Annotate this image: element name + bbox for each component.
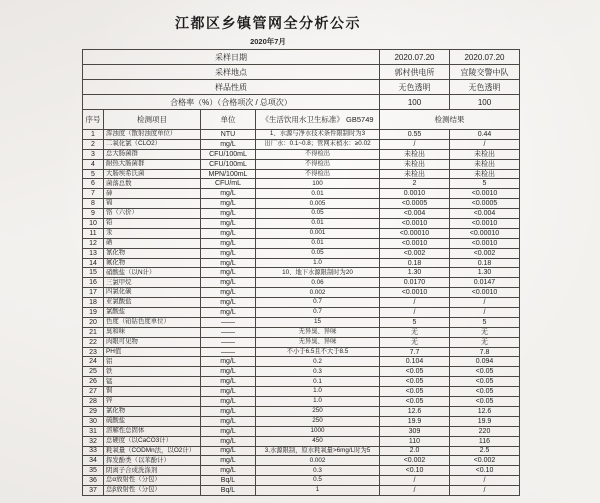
- row-result-1: 无: [380, 327, 450, 337]
- row-result-1: <0.0010: [380, 238, 450, 248]
- row-unit: mg/L: [201, 446, 256, 456]
- row-item: 总硬度（以CaCO3计）: [104, 436, 201, 446]
- row-unit: mg/L: [201, 426, 256, 436]
- row-result-1: <0.002: [380, 248, 450, 258]
- table-row: [83, 288, 520, 298]
- row-result-2: /: [450, 476, 520, 486]
- row-unit: CFU/mL: [201, 179, 256, 189]
- row-index: 27: [83, 387, 104, 397]
- row-standard: 0.005: [256, 199, 380, 209]
- row-result-1: <0.05: [380, 397, 450, 407]
- row-result-2: <0.05: [450, 377, 520, 387]
- row-item: 二氧化氯（CLO2）: [104, 139, 201, 149]
- row-unit: CFU/100mL: [201, 149, 256, 159]
- row-item: 耐热大肠菌群: [104, 159, 201, 169]
- table-row: [83, 278, 520, 288]
- row-standard: 1、水源与净水技术条件限制时为3: [256, 130, 380, 140]
- info-section: [83, 50, 520, 130]
- row-result-2: <0.05: [450, 387, 520, 397]
- row-result-2: <0.0010: [450, 288, 520, 298]
- row-unit: mg/L: [201, 466, 256, 476]
- pass-rate-label: 合格率（%）（合格项次 / 总项次）: [83, 95, 380, 110]
- row-standard: 0.002: [256, 288, 380, 298]
- table-row: [83, 426, 520, 436]
- page-title: 江都区乡镇管网全分析公示: [175, 15, 361, 31]
- row-result-1: 0.55: [380, 130, 450, 140]
- row-result-1: <0.0010: [380, 288, 450, 298]
- row-result-2: <0.10: [450, 466, 520, 476]
- row-result-2: 无: [450, 337, 520, 347]
- row-unit: mg/L: [201, 298, 256, 308]
- header-standard: 《生活饮用水卫生标准》 GB5749: [256, 110, 380, 130]
- row-index: 31: [83, 426, 104, 436]
- header-unit: 单位: [201, 110, 256, 130]
- table-row: [83, 486, 520, 496]
- row-item: 氟化物: [104, 258, 201, 268]
- row-index: 23: [83, 347, 104, 357]
- sampling-location-value-1: 郭村供电所: [380, 65, 450, 80]
- row-item: 氯化物: [104, 406, 201, 416]
- table-row: [83, 149, 520, 159]
- row-item: 亚氯酸盐: [104, 298, 201, 308]
- table-row: [83, 139, 520, 149]
- row-unit: mg/L: [201, 278, 256, 288]
- row-item: 铅: [104, 219, 201, 229]
- row-item: 硒: [104, 238, 201, 248]
- row-index: 11: [83, 228, 104, 238]
- sampling-date-label: 采样日期: [83, 50, 380, 65]
- sampling-location-value-2: 宜陵交警中队: [450, 65, 520, 80]
- row-result-2: 未检出: [450, 149, 520, 159]
- row-index: 4: [83, 159, 104, 169]
- row-result-2: <0.0010: [450, 219, 520, 229]
- row-result-1: 5: [380, 317, 450, 327]
- table-row: [83, 456, 520, 466]
- info-row-pass-rate: [83, 95, 520, 110]
- row-index: 16: [83, 278, 104, 288]
- row-result-2: 未检出: [450, 159, 520, 169]
- report-month: 2020年7月: [250, 37, 286, 46]
- row-item: 浑浊度（散射浊度单位）: [104, 130, 201, 140]
- row-unit: mg/L: [201, 456, 256, 466]
- table-row: [83, 377, 520, 387]
- row-result-1: <0.004: [380, 209, 450, 219]
- row-result-2: <0.002: [450, 248, 520, 258]
- row-result-2: <0.00010: [450, 228, 520, 238]
- row-standard: 250: [256, 406, 380, 416]
- row-index: 32: [83, 436, 104, 446]
- row-unit: mg/L: [201, 139, 256, 149]
- row-index: 25: [83, 367, 104, 377]
- table-row: [83, 219, 520, 229]
- table-row: [83, 387, 520, 397]
- row-result-1: 110: [380, 436, 450, 446]
- row-result-1: /: [380, 308, 450, 318]
- info-row-sampling-location: [83, 65, 520, 80]
- row-result-1: 0.104: [380, 357, 450, 367]
- table-row: [83, 357, 520, 367]
- row-standard: 100: [256, 179, 380, 189]
- table-row: [83, 436, 520, 446]
- row-unit: NTU: [201, 130, 256, 140]
- row-item: 总β放射性（分包）: [104, 486, 201, 496]
- row-result-1: 未检出: [380, 159, 450, 169]
- row-item: 铜: [104, 387, 201, 397]
- sampling-date-value-1: 2020.07.20: [380, 50, 450, 65]
- row-result-1: 无: [380, 337, 450, 347]
- table-row: [83, 209, 520, 219]
- row-index: 5: [83, 169, 104, 179]
- row-index: 33: [83, 446, 104, 456]
- row-unit: mg/L: [201, 228, 256, 238]
- row-result-1: <0.002: [380, 456, 450, 466]
- table-row: [83, 446, 520, 456]
- row-index: 3: [83, 149, 104, 159]
- row-result-1: /: [380, 476, 450, 486]
- row-result-2: 7.8: [450, 347, 520, 357]
- row-result-2: 5: [450, 317, 520, 327]
- row-index: 15: [83, 268, 104, 278]
- row-result-2: 2.5: [450, 446, 520, 456]
- row-result-2: 0.18: [450, 258, 520, 268]
- row-unit: mg/L: [201, 308, 256, 318]
- row-result-1: 1.30: [380, 268, 450, 278]
- row-item: 总α放射性（分包）: [104, 476, 201, 486]
- row-unit: mg/L: [201, 357, 256, 367]
- table-row: [83, 258, 520, 268]
- row-result-2: <0.05: [450, 397, 520, 407]
- table-row: [83, 317, 520, 327]
- row-standard: 0.01: [256, 238, 380, 248]
- row-item: 硫酸盐: [104, 416, 201, 426]
- row-unit: mg/L: [201, 189, 256, 199]
- row-result-2: /: [450, 298, 520, 308]
- row-standard: 无异臭、异味: [256, 327, 380, 337]
- table-row: [83, 367, 520, 377]
- row-index: 36: [83, 476, 104, 486]
- row-item: 菌落总数: [104, 179, 201, 189]
- row-item: 四氯化碳: [104, 288, 201, 298]
- row-index: 8: [83, 199, 104, 209]
- row-item: 色度（铂钴色度单位）: [104, 317, 201, 327]
- row-index: 29: [83, 406, 104, 416]
- row-standard: 0.7: [256, 298, 380, 308]
- row-item: 氰化物: [104, 248, 201, 258]
- row-index: 35: [83, 466, 104, 476]
- row-standard: 250: [256, 416, 380, 426]
- row-unit: MPN/100mL: [201, 169, 256, 179]
- row-standard: 0.001: [256, 228, 380, 238]
- row-unit: mg/L: [201, 436, 256, 446]
- row-standard: 不得检出: [256, 159, 380, 169]
- row-item: 总大肠菌群: [104, 149, 201, 159]
- table-row: [83, 179, 520, 189]
- row-item: 大肠埃希氏菌: [104, 169, 201, 179]
- pass-rate-value-1: 100: [380, 95, 450, 110]
- row-result-1: <0.05: [380, 367, 450, 377]
- table-row: [83, 159, 520, 169]
- row-index: 14: [83, 258, 104, 268]
- row-index: 1: [83, 130, 104, 140]
- row-result-1: 2: [380, 179, 450, 189]
- row-result-1: 0.0170: [380, 278, 450, 288]
- row-item: 硝酸盐（以N计）: [104, 268, 201, 278]
- table-row: [83, 189, 520, 199]
- row-result-2: /: [450, 308, 520, 318]
- row-result-1: <0.0005: [380, 199, 450, 209]
- row-result-1: <0.05: [380, 377, 450, 387]
- row-result-2: /: [450, 486, 520, 496]
- row-standard: 1: [256, 486, 380, 496]
- row-result-2: <0.002: [450, 456, 520, 466]
- row-unit: ——: [201, 327, 256, 337]
- row-result-2: 220: [450, 426, 520, 436]
- table-header-row: [83, 110, 520, 130]
- table-row: [83, 248, 520, 258]
- row-standard: 0.05: [256, 248, 380, 258]
- row-standard: 0.05: [256, 209, 380, 219]
- row-item: 铝: [104, 357, 201, 367]
- row-item: 溶解性总固体: [104, 426, 201, 436]
- row-standard: 0.002: [256, 456, 380, 466]
- row-index: 2: [83, 139, 104, 149]
- table-row: [83, 199, 520, 209]
- table-row: [83, 298, 520, 308]
- row-standard: 1.0: [256, 258, 380, 268]
- row-standard: 3,水源限制，原水耗氧量>6mg/L时为5: [256, 446, 380, 456]
- row-result-1: 19.9: [380, 416, 450, 426]
- row-index: 30: [83, 416, 104, 426]
- row-item: 镉: [104, 199, 201, 209]
- row-item: 氯酸盐: [104, 308, 201, 318]
- row-unit: mg/L: [201, 397, 256, 407]
- row-item: 挥发酚类（以苯酚计）: [104, 456, 201, 466]
- row-index: 18: [83, 298, 104, 308]
- row-standard: 不得检出: [256, 169, 380, 179]
- row-standard: 0.3: [256, 466, 380, 476]
- row-unit: mg/L: [201, 406, 256, 416]
- row-unit: mg/L: [201, 209, 256, 219]
- row-standard: 15: [256, 317, 380, 327]
- sampling-date-value-2: 2020.07.20: [450, 50, 520, 65]
- row-item: 铬（六价）: [104, 209, 201, 219]
- row-index: 20: [83, 317, 104, 327]
- table-row: [83, 327, 520, 337]
- row-result-1: 0.0010: [380, 189, 450, 199]
- row-result-1: <0.00010: [380, 228, 450, 238]
- row-standard: 无异臭、异味: [256, 337, 380, 347]
- table-row: [83, 228, 520, 238]
- row-unit: mg/L: [201, 258, 256, 268]
- row-result-2: 5: [450, 179, 520, 189]
- row-index: 9: [83, 209, 104, 219]
- table-row: [83, 130, 520, 140]
- row-standard: 0.1: [256, 377, 380, 387]
- row-result-2: <0.004: [450, 209, 520, 219]
- row-item: 砷: [104, 189, 201, 199]
- row-result-2: 1.30: [450, 268, 520, 278]
- sample-nature-label: 样品性质: [83, 80, 380, 95]
- table-row: [83, 268, 520, 278]
- row-unit: mg/L: [201, 238, 256, 248]
- info-row-sampling-date: [83, 50, 520, 65]
- header-result: 检测结果: [380, 110, 520, 130]
- row-standard: 不小于6.5且不大于8.5: [256, 347, 380, 357]
- row-standard: 10、地下水源限制时为20: [256, 268, 380, 278]
- row-result-2: 116: [450, 436, 520, 446]
- row-result-2: <0.0010: [450, 238, 520, 248]
- row-result-1: <0.10: [380, 466, 450, 476]
- row-item: 耗氧量（CODMn法，以O2计）: [104, 446, 201, 456]
- row-result-1: <0.0010: [380, 219, 450, 229]
- table-row: [83, 308, 520, 318]
- row-item: 汞: [104, 228, 201, 238]
- row-result-1: 2.0: [380, 446, 450, 456]
- row-standard: 0.01: [256, 189, 380, 199]
- table-row: [83, 406, 520, 416]
- row-standard: 450: [256, 436, 380, 446]
- row-index: 19: [83, 308, 104, 318]
- row-unit: Bq/L: [201, 476, 256, 486]
- row-unit: mg/L: [201, 367, 256, 377]
- row-unit: Bq/L: [201, 486, 256, 496]
- table-row: [83, 416, 520, 426]
- row-standard: 0.06: [256, 278, 380, 288]
- row-result-2: /: [450, 139, 520, 149]
- row-unit: mg/L: [201, 268, 256, 278]
- row-result-2: 未检出: [450, 169, 520, 179]
- row-standard: 0.2: [256, 357, 380, 367]
- row-item: PH值: [104, 347, 201, 357]
- row-index: 37: [83, 486, 104, 496]
- table-row: [83, 238, 520, 248]
- row-result-2: 19.9: [450, 416, 520, 426]
- row-standard: 1.0: [256, 387, 380, 397]
- row-result-1: 0.18: [380, 258, 450, 268]
- header-item: 检测项目: [104, 110, 201, 130]
- row-index: 24: [83, 357, 104, 367]
- row-unit: mg/L: [201, 416, 256, 426]
- row-result-2: <0.0005: [450, 199, 520, 209]
- row-index: 34: [83, 456, 104, 466]
- row-result-1: 309: [380, 426, 450, 436]
- table-row: [83, 347, 520, 357]
- row-result-1: /: [380, 139, 450, 149]
- row-item: 锌: [104, 397, 201, 407]
- row-standard: 不得检出: [256, 149, 380, 159]
- row-result-2: <0.05: [450, 367, 520, 377]
- row-unit: mg/L: [201, 387, 256, 397]
- row-index: 21: [83, 327, 104, 337]
- row-index: 12: [83, 238, 104, 248]
- pass-rate-value-2: 100: [450, 95, 520, 110]
- row-result-1: /: [380, 298, 450, 308]
- row-index: 6: [83, 179, 104, 189]
- row-item: 锰: [104, 377, 201, 387]
- row-standard: 0.5: [256, 476, 380, 486]
- row-unit: ——: [201, 337, 256, 347]
- row-standard: 出厂水：0.1~0.8；管网末梢水：≥0.02: [256, 139, 380, 149]
- row-result-1: 未检出: [380, 169, 450, 179]
- row-unit: CFU/100mL: [201, 159, 256, 169]
- row-result-1: <0.05: [380, 387, 450, 397]
- row-item: 肉眼可见物: [104, 337, 201, 347]
- row-unit: mg/L: [201, 248, 256, 258]
- row-item: 阴离子合成洗涤剂: [104, 466, 201, 476]
- row-result-2: 0.094: [450, 357, 520, 367]
- row-index: 13: [83, 248, 104, 258]
- row-index: 22: [83, 337, 104, 347]
- row-result-2: <0.0010: [450, 189, 520, 199]
- data-section: [83, 130, 520, 496]
- analysis-table: [82, 49, 520, 496]
- row-standard: 0.7: [256, 308, 380, 318]
- row-index: 28: [83, 397, 104, 407]
- row-unit: ——: [201, 347, 256, 357]
- row-result-2: 0.44: [450, 130, 520, 140]
- table-row: [83, 337, 520, 347]
- row-unit: ——: [201, 317, 256, 327]
- table-row: [83, 397, 520, 407]
- header-index: 序号: [83, 110, 104, 130]
- row-result-1: 7.7: [380, 347, 450, 357]
- row-item: 臭和味: [104, 327, 201, 337]
- sample-nature-value-2: 无色透明: [450, 80, 520, 95]
- table-row: [83, 466, 520, 476]
- row-index: 26: [83, 377, 104, 387]
- table-row: [83, 169, 520, 179]
- row-standard: 1.0: [256, 397, 380, 407]
- info-row-sample-nature: [83, 80, 520, 95]
- row-result-2: 12.6: [450, 406, 520, 416]
- row-unit: mg/L: [201, 377, 256, 387]
- row-standard: 0.3: [256, 367, 380, 377]
- row-result-1: /: [380, 486, 450, 496]
- table-row: [83, 476, 520, 486]
- row-result-2: 0.0147: [450, 278, 520, 288]
- row-index: 7: [83, 189, 104, 199]
- row-unit: mg/L: [201, 219, 256, 229]
- row-item: 三氯甲烷: [104, 278, 201, 288]
- row-unit: mg/L: [201, 288, 256, 298]
- row-index: 17: [83, 288, 104, 298]
- sampling-location-label: 采样地点: [83, 65, 380, 80]
- row-standard: 0.01: [256, 219, 380, 229]
- row-item: 铁: [104, 367, 201, 377]
- row-result-1: 12.6: [380, 406, 450, 416]
- row-result-2: 无: [450, 327, 520, 337]
- row-unit: mg/L: [201, 199, 256, 209]
- row-result-1: 未检出: [380, 149, 450, 159]
- row-index: 10: [83, 219, 104, 229]
- sample-nature-value-1: 无色透明: [380, 80, 450, 95]
- row-standard: 1000: [256, 426, 380, 436]
